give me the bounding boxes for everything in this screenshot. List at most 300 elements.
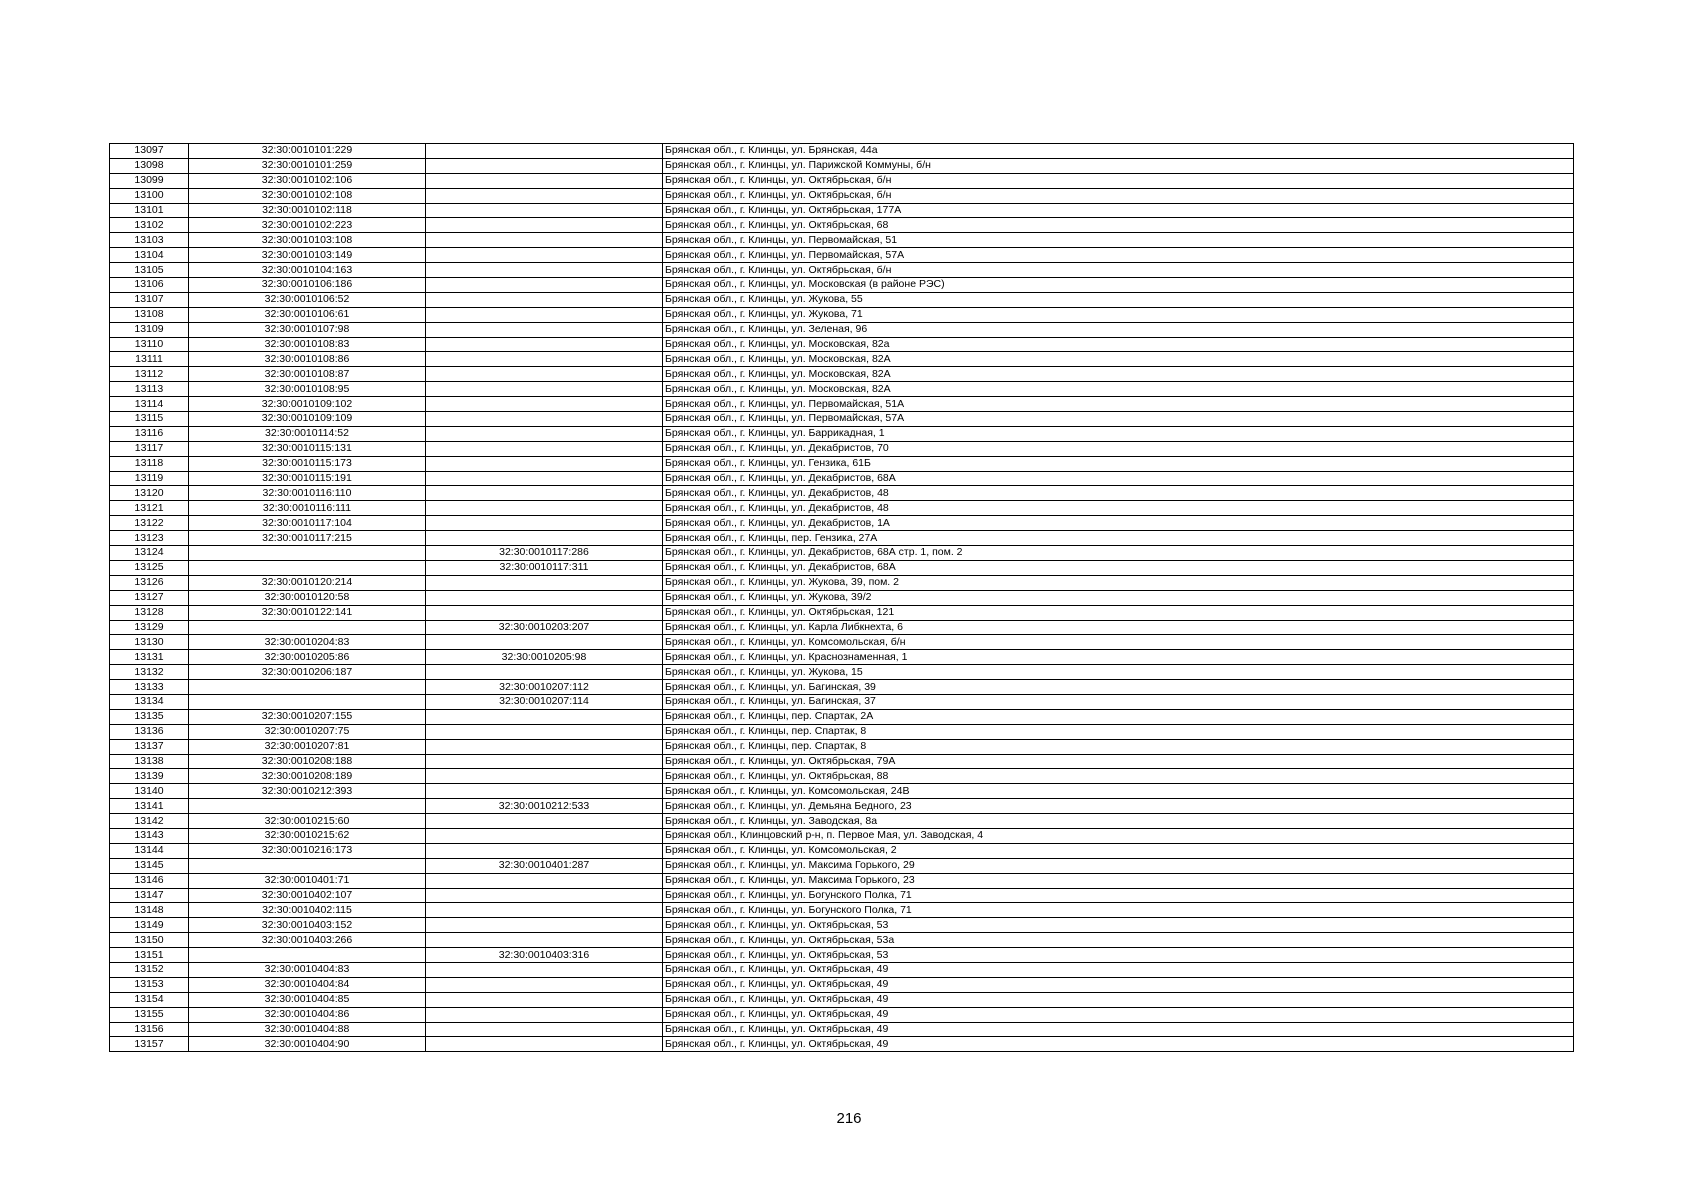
address-cell: Брянская обл., г. Клинцы, ул. Декабристов, 1А bbox=[663, 516, 1574, 531]
cadastral-number-cell: 32:30:0010205:86 bbox=[189, 650, 426, 665]
cadastral-number-cell: 32:30:0010103:108 bbox=[189, 233, 426, 248]
table-row bbox=[110, 144, 1574, 159]
table-row bbox=[110, 426, 1574, 441]
address-cell: Брянская обл., г. Клинцы, ул. Октябрьская, 49 bbox=[663, 1022, 1574, 1037]
address-cell: Брянская обл., г. Клинцы, ул. Баррикадная, 1 bbox=[663, 426, 1574, 441]
table-row bbox=[110, 635, 1574, 650]
related-cadastral-number-cell bbox=[426, 218, 663, 233]
table-row bbox=[110, 977, 1574, 992]
related-cadastral-number-cell bbox=[426, 412, 663, 427]
address-cell: Брянская обл., г. Клинцы, ул. Октябрьская, 88 bbox=[663, 769, 1574, 784]
table-row bbox=[110, 605, 1574, 620]
row-number-cell: 13143 bbox=[110, 828, 189, 843]
row-number-cell: 13154 bbox=[110, 992, 189, 1007]
row-number-cell: 13139 bbox=[110, 769, 189, 784]
table-row bbox=[110, 188, 1574, 203]
cadastral-number-cell: 32:30:0010108:83 bbox=[189, 337, 426, 352]
row-number-cell: 13124 bbox=[110, 546, 189, 561]
cadastral-number-cell: 32:30:0010208:188 bbox=[189, 754, 426, 769]
cadastral-number-cell: 32:30:0010108:95 bbox=[189, 382, 426, 397]
address-cell: Брянская обл., г. Клинцы, ул. Комсомольская, 2 bbox=[663, 843, 1574, 858]
related-cadastral-number-cell bbox=[426, 828, 663, 843]
cadastral-number-cell: 32:30:0010102:108 bbox=[189, 188, 426, 203]
table-row bbox=[110, 531, 1574, 546]
address-cell: Брянская обл., г. Клинцы, пер. Спартак, 2А bbox=[663, 709, 1574, 724]
table-row bbox=[110, 1037, 1574, 1052]
table-row bbox=[110, 233, 1574, 248]
cadastral-number-cell: 32:30:0010216:173 bbox=[189, 843, 426, 858]
address-cell: Брянская обл., г. Клинцы, пер. Спартак, 8 bbox=[663, 724, 1574, 739]
row-number-cell: 13134 bbox=[110, 694, 189, 709]
table-row bbox=[110, 218, 1574, 233]
row-number-cell: 13132 bbox=[110, 665, 189, 680]
address-cell: Брянская обл., г. Клинцы, ул. Московская, 82а bbox=[663, 337, 1574, 352]
address-cell: Брянская обл., г. Клинцы, ул. Октябрьская, б/н bbox=[663, 188, 1574, 203]
cadastral-number-cell: 32:30:0010403:152 bbox=[189, 918, 426, 933]
row-number-cell: 13131 bbox=[110, 650, 189, 665]
related-cadastral-number-cell bbox=[426, 814, 663, 829]
row-number-cell: 13110 bbox=[110, 337, 189, 352]
cadastral-number-cell: 32:30:0010115:191 bbox=[189, 471, 426, 486]
related-cadastral-number-cell bbox=[426, 203, 663, 218]
table-row bbox=[110, 948, 1574, 963]
related-cadastral-number-cell bbox=[426, 1022, 663, 1037]
table-row bbox=[110, 158, 1574, 173]
table-row bbox=[110, 307, 1574, 322]
address-cell: Брянская обл., г. Клинцы, ул. Московская, 82А bbox=[663, 367, 1574, 382]
related-cadastral-number-cell bbox=[426, 769, 663, 784]
table-row bbox=[110, 620, 1574, 635]
address-cell: Брянская обл., г. Клинцы, ул. Декабристов, 48 bbox=[663, 486, 1574, 501]
related-cadastral-number-cell bbox=[426, 665, 663, 680]
table-row bbox=[110, 903, 1574, 918]
row-number-cell: 13133 bbox=[110, 680, 189, 695]
table-row bbox=[110, 203, 1574, 218]
table-row bbox=[110, 367, 1574, 382]
address-cell: Брянская обл., г. Клинцы, ул. Первомайская, 57А bbox=[663, 412, 1574, 427]
table-row bbox=[110, 769, 1574, 784]
cadastral-number-cell: 32:30:0010106:186 bbox=[189, 278, 426, 293]
cadastral-number-cell: 32:30:0010401:71 bbox=[189, 873, 426, 888]
address-cell: Брянская обл., г. Клинцы, ул. Первомайская, 51А bbox=[663, 397, 1574, 412]
row-number-cell: 13140 bbox=[110, 784, 189, 799]
row-number-cell: 13149 bbox=[110, 918, 189, 933]
address-cell: Брянская обл., г. Клинцы, ул. Московская, 82А bbox=[663, 352, 1574, 367]
cadastral-number-cell bbox=[189, 858, 426, 873]
related-cadastral-number-cell bbox=[426, 724, 663, 739]
cadastral-number-cell: 32:30:0010404:83 bbox=[189, 962, 426, 977]
row-number-cell: 13119 bbox=[110, 471, 189, 486]
cadastral-number-cell: 32:30:0010206:187 bbox=[189, 665, 426, 680]
table-row bbox=[110, 382, 1574, 397]
related-cadastral-number-cell: 32:30:0010203:207 bbox=[426, 620, 663, 635]
address-cell: Брянская обл., г. Клинцы, ул. Богунского Полка, 71 bbox=[663, 888, 1574, 903]
table-row bbox=[110, 873, 1574, 888]
table-row bbox=[110, 709, 1574, 724]
row-number-cell: 13102 bbox=[110, 218, 189, 233]
cadastral-number-cell: 32:30:0010204:83 bbox=[189, 635, 426, 650]
row-number-cell: 13097 bbox=[110, 144, 189, 159]
row-number-cell: 13104 bbox=[110, 248, 189, 263]
address-cell: Брянская обл., г. Клинцы, ул. Первомайская, 57А bbox=[663, 248, 1574, 263]
address-cell: Брянская обл., г. Клинцы, ул. Октябрьская, 79А bbox=[663, 754, 1574, 769]
address-cell: Брянская обл., г. Клинцы, ул. Декабристов, 48 bbox=[663, 501, 1574, 516]
row-number-cell: 13112 bbox=[110, 367, 189, 382]
table-row bbox=[110, 799, 1574, 814]
address-cell: Брянская обл., г. Клинцы, ул. Декабристов, 70 bbox=[663, 441, 1574, 456]
table-row bbox=[110, 590, 1574, 605]
address-cell: Брянская обл., г. Клинцы, ул. Жукова, 71 bbox=[663, 307, 1574, 322]
cadastral-number-cell: 32:30:0010404:84 bbox=[189, 977, 426, 992]
page-number: 216 bbox=[836, 1110, 862, 1127]
table-row bbox=[110, 471, 1574, 486]
cadastral-number-cell bbox=[189, 799, 426, 814]
related-cadastral-number-cell bbox=[426, 977, 663, 992]
cadastral-number-cell: 32:30:0010108:86 bbox=[189, 352, 426, 367]
address-cell: Брянская обл., г. Клинцы, ул. Жукова, 39, пом. 2 bbox=[663, 575, 1574, 590]
related-cadastral-number-cell bbox=[426, 709, 663, 724]
cadastral-number-cell: 32:30:0010212:393 bbox=[189, 784, 426, 799]
cadastral-number-cell: 32:30:0010102:223 bbox=[189, 218, 426, 233]
row-number-cell: 13129 bbox=[110, 620, 189, 635]
related-cadastral-number-cell: 32:30:0010205:98 bbox=[426, 650, 663, 665]
related-cadastral-number-cell bbox=[426, 516, 663, 531]
related-cadastral-number-cell: 32:30:0010401:287 bbox=[426, 858, 663, 873]
related-cadastral-number-cell bbox=[426, 590, 663, 605]
address-cell: Брянская обл., г. Клинцы, ул. Октябрьская, 53 bbox=[663, 948, 1574, 963]
related-cadastral-number-cell bbox=[426, 888, 663, 903]
related-cadastral-number-cell bbox=[426, 337, 663, 352]
row-number-cell: 13122 bbox=[110, 516, 189, 531]
related-cadastral-number-cell bbox=[426, 456, 663, 471]
related-cadastral-number-cell bbox=[426, 441, 663, 456]
related-cadastral-number-cell bbox=[426, 575, 663, 590]
cadastral-number-cell bbox=[189, 546, 426, 561]
cadastral-number-cell: 32:30:0010101:229 bbox=[189, 144, 426, 159]
address-cell: Брянская обл., г. Клинцы, пер. Гензика, 27А bbox=[663, 531, 1574, 546]
property-table bbox=[109, 143, 1574, 1052]
address-cell: Брянская обл., г. Клинцы, ул. Декабристов, 68А стр. 1, пом. 2 bbox=[663, 546, 1574, 561]
address-cell: Брянская обл., г. Клинцы, ул. Багинская, 39 bbox=[663, 680, 1574, 695]
cadastral-number-cell: 32:30:0010106:52 bbox=[189, 292, 426, 307]
cadastral-number-cell: 32:30:0010104:163 bbox=[189, 263, 426, 278]
cadastral-number-cell: 32:30:0010404:90 bbox=[189, 1037, 426, 1052]
cadastral-number-cell: 32:30:0010107:98 bbox=[189, 322, 426, 337]
related-cadastral-number-cell: 32:30:0010207:112 bbox=[426, 680, 663, 695]
table-row bbox=[110, 888, 1574, 903]
row-number-cell: 13100 bbox=[110, 188, 189, 203]
row-number-cell: 13111 bbox=[110, 352, 189, 367]
cadastral-number-cell: 32:30:0010404:88 bbox=[189, 1022, 426, 1037]
related-cadastral-number-cell bbox=[426, 352, 663, 367]
table-row bbox=[110, 397, 1574, 412]
address-cell: Брянская обл., г. Клинцы, ул. Брянская, 44а bbox=[663, 144, 1574, 159]
cadastral-number-cell: 32:30:0010207:155 bbox=[189, 709, 426, 724]
address-cell: Брянская обл., г. Клинцы, ул. Октябрьская, 68 bbox=[663, 218, 1574, 233]
cadastral-number-cell: 32:30:0010102:106 bbox=[189, 173, 426, 188]
cadastral-number-cell: 32:30:0010208:189 bbox=[189, 769, 426, 784]
address-cell: Брянская обл., г. Клинцы, ул. Парижской Коммуны, б/н bbox=[663, 158, 1574, 173]
table-row bbox=[110, 441, 1574, 456]
address-cell: Брянская обл., г. Клинцы, ул. Октябрьская, 53 bbox=[663, 918, 1574, 933]
cadastral-number-cell: 32:30:0010109:102 bbox=[189, 397, 426, 412]
table-row bbox=[110, 248, 1574, 263]
related-cadastral-number-cell: 32:30:0010117:286 bbox=[426, 546, 663, 561]
cadastral-number-cell: 32:30:0010402:115 bbox=[189, 903, 426, 918]
row-number-cell: 13113 bbox=[110, 382, 189, 397]
row-number-cell: 13115 bbox=[110, 412, 189, 427]
table-row bbox=[110, 724, 1574, 739]
address-cell: Брянская обл., г. Клинцы, ул. Жукова, 39/2 bbox=[663, 590, 1574, 605]
table-row bbox=[110, 933, 1574, 948]
cadastral-number-cell: 32:30:0010207:81 bbox=[189, 739, 426, 754]
cadastral-number-cell: 32:30:0010117:104 bbox=[189, 516, 426, 531]
cadastral-number-cell bbox=[189, 620, 426, 635]
address-cell: Брянская обл., г. Клинцы, ул. Заводская, 8а bbox=[663, 814, 1574, 829]
row-number-cell: 13121 bbox=[110, 501, 189, 516]
address-cell: Брянская обл., г. Клинцы, ул. Максима Горького, 23 bbox=[663, 873, 1574, 888]
address-cell: Брянская обл., г. Клинцы, ул. Комсомольская, 24В bbox=[663, 784, 1574, 799]
table-row bbox=[110, 322, 1574, 337]
table-row bbox=[110, 516, 1574, 531]
related-cadastral-number-cell bbox=[426, 635, 663, 650]
row-number-cell: 13125 bbox=[110, 560, 189, 575]
row-number-cell: 13101 bbox=[110, 203, 189, 218]
cadastral-number-cell: 32:30:0010115:173 bbox=[189, 456, 426, 471]
row-number-cell: 13105 bbox=[110, 263, 189, 278]
row-number-cell: 13123 bbox=[110, 531, 189, 546]
row-number-cell: 13120 bbox=[110, 486, 189, 501]
related-cadastral-number-cell bbox=[426, 426, 663, 441]
address-cell: Брянская обл., г. Клинцы, ул. Богунского Полка, 71 bbox=[663, 903, 1574, 918]
row-number-cell: 13108 bbox=[110, 307, 189, 322]
row-number-cell: 13150 bbox=[110, 933, 189, 948]
related-cadastral-number-cell bbox=[426, 501, 663, 516]
related-cadastral-number-cell bbox=[426, 992, 663, 1007]
row-number-cell: 13138 bbox=[110, 754, 189, 769]
row-number-cell: 13151 bbox=[110, 948, 189, 963]
related-cadastral-number-cell bbox=[426, 933, 663, 948]
address-cell: Брянская обл., г. Клинцы, ул. Октябрьская, б/н bbox=[663, 173, 1574, 188]
row-number-cell: 13106 bbox=[110, 278, 189, 293]
table-row bbox=[110, 546, 1574, 561]
address-cell: Брянская обл., г. Клинцы, ул. Октябрьская, 49 bbox=[663, 1007, 1574, 1022]
cadastral-number-cell: 32:30:0010108:87 bbox=[189, 367, 426, 382]
cadastral-number-cell: 32:30:0010116:111 bbox=[189, 501, 426, 516]
cadastral-number-cell: 32:30:0010215:62 bbox=[189, 828, 426, 843]
related-cadastral-number-cell bbox=[426, 471, 663, 486]
row-number-cell: 13152 bbox=[110, 962, 189, 977]
row-number-cell: 13136 bbox=[110, 724, 189, 739]
related-cadastral-number-cell bbox=[426, 1037, 663, 1052]
row-number-cell: 13157 bbox=[110, 1037, 189, 1052]
cadastral-number-cell: 32:30:0010215:60 bbox=[189, 814, 426, 829]
row-number-cell: 13103 bbox=[110, 233, 189, 248]
related-cadastral-number-cell: 32:30:0010212:533 bbox=[426, 799, 663, 814]
address-cell: Брянская обл., г. Клинцы, ул. Октябрьская, 53а bbox=[663, 933, 1574, 948]
table-body bbox=[110, 144, 1574, 1052]
address-cell: Брянская обл., г. Клинцы, ул. Первомайская, 51 bbox=[663, 233, 1574, 248]
address-cell: Брянская обл., г. Клинцы, пер. Спартак, 8 bbox=[663, 739, 1574, 754]
table-row bbox=[110, 560, 1574, 575]
table-row bbox=[110, 501, 1574, 516]
address-cell: Брянская обл., г. Клинцы, ул. Зеленая, 96 bbox=[663, 322, 1574, 337]
table-row bbox=[110, 784, 1574, 799]
table-row bbox=[110, 665, 1574, 680]
table-row bbox=[110, 754, 1574, 769]
row-number-cell: 13153 bbox=[110, 977, 189, 992]
address-cell: Брянская обл., г. Клинцы, ул. Максима Горького, 29 bbox=[663, 858, 1574, 873]
row-number-cell: 13114 bbox=[110, 397, 189, 412]
table-row bbox=[110, 263, 1574, 278]
cadastral-number-cell: 32:30:0010404:86 bbox=[189, 1007, 426, 1022]
address-cell: Брянская обл., г. Клинцы, ул. Декабристов, 68А bbox=[663, 560, 1574, 575]
related-cadastral-number-cell bbox=[426, 739, 663, 754]
related-cadastral-number-cell bbox=[426, 188, 663, 203]
table-row bbox=[110, 486, 1574, 501]
related-cadastral-number-cell bbox=[426, 233, 663, 248]
cadastral-number-cell bbox=[189, 694, 426, 709]
cadastral-number-cell: 32:30:0010102:118 bbox=[189, 203, 426, 218]
related-cadastral-number-cell bbox=[426, 1007, 663, 1022]
address-cell: Брянская обл., г. Клинцы, ул. Багинская, 37 bbox=[663, 694, 1574, 709]
related-cadastral-number-cell bbox=[426, 784, 663, 799]
row-number-cell: 13144 bbox=[110, 843, 189, 858]
cadastral-number-cell: 32:30:0010115:131 bbox=[189, 441, 426, 456]
related-cadastral-number-cell bbox=[426, 322, 663, 337]
table-row bbox=[110, 918, 1574, 933]
row-number-cell: 13135 bbox=[110, 709, 189, 724]
table-row bbox=[110, 412, 1574, 427]
cadastral-number-cell: 32:30:0010103:149 bbox=[189, 248, 426, 263]
related-cadastral-number-cell bbox=[426, 248, 663, 263]
row-number-cell: 13098 bbox=[110, 158, 189, 173]
row-number-cell: 13148 bbox=[110, 903, 189, 918]
table-row bbox=[110, 1022, 1574, 1037]
cadastral-number-cell bbox=[189, 680, 426, 695]
row-number-cell: 13130 bbox=[110, 635, 189, 650]
table-row bbox=[110, 858, 1574, 873]
cadastral-number-cell: 32:30:0010117:215 bbox=[189, 531, 426, 546]
related-cadastral-number-cell: 32:30:0010117:311 bbox=[426, 560, 663, 575]
table-row bbox=[110, 292, 1574, 307]
address-cell: Брянская обл., Клинцовский р-н, п. Первое Мая, ул. Заводская, 4 bbox=[663, 828, 1574, 843]
row-number-cell: 13146 bbox=[110, 873, 189, 888]
related-cadastral-number-cell bbox=[426, 873, 663, 888]
address-cell: Брянская обл., г. Клинцы, ул. Краснознаменная, 1 bbox=[663, 650, 1574, 665]
related-cadastral-number-cell bbox=[426, 903, 663, 918]
table-row bbox=[110, 337, 1574, 352]
address-cell: Брянская обл., г. Клинцы, ул. Жукова, 55 bbox=[663, 292, 1574, 307]
related-cadastral-number-cell bbox=[426, 754, 663, 769]
address-cell: Брянская обл., г. Клинцы, ул. Октябрьская, 49 bbox=[663, 992, 1574, 1007]
related-cadastral-number-cell bbox=[426, 263, 663, 278]
related-cadastral-number-cell bbox=[426, 158, 663, 173]
row-number-cell: 13117 bbox=[110, 441, 189, 456]
related-cadastral-number-cell: 32:30:0010403:316 bbox=[426, 948, 663, 963]
related-cadastral-number-cell bbox=[426, 144, 663, 159]
cadastral-number-cell: 32:30:0010402:107 bbox=[189, 888, 426, 903]
table-row bbox=[110, 1007, 1574, 1022]
row-number-cell: 13107 bbox=[110, 292, 189, 307]
related-cadastral-number-cell bbox=[426, 397, 663, 412]
address-cell: Брянская обл., г. Клинцы, ул. Октябрьская, 121 bbox=[663, 605, 1574, 620]
table-row bbox=[110, 650, 1574, 665]
address-cell: Брянская обл., г. Клинцы, ул. Карла Либкнехта, 6 bbox=[663, 620, 1574, 635]
table-row bbox=[110, 992, 1574, 1007]
row-number-cell: 13141 bbox=[110, 799, 189, 814]
table-row bbox=[110, 843, 1574, 858]
row-number-cell: 13155 bbox=[110, 1007, 189, 1022]
cadastral-number-cell: 32:30:0010101:259 bbox=[189, 158, 426, 173]
table-row bbox=[110, 680, 1574, 695]
table-row bbox=[110, 173, 1574, 188]
table-row bbox=[110, 814, 1574, 829]
row-number-cell: 13109 bbox=[110, 322, 189, 337]
cadastral-number-cell bbox=[189, 560, 426, 575]
cadastral-number-cell: 32:30:0010403:266 bbox=[189, 933, 426, 948]
row-number-cell: 13128 bbox=[110, 605, 189, 620]
related-cadastral-number-cell bbox=[426, 382, 663, 397]
table-row bbox=[110, 828, 1574, 843]
row-number-cell: 13142 bbox=[110, 814, 189, 829]
address-cell: Брянская обл., г. Клинцы, ул. Октябрьская, 49 bbox=[663, 977, 1574, 992]
row-number-cell: 13145 bbox=[110, 858, 189, 873]
related-cadastral-number-cell bbox=[426, 307, 663, 322]
related-cadastral-number-cell bbox=[426, 531, 663, 546]
address-cell: Брянская обл., г. Клинцы, ул. Жукова, 15 bbox=[663, 665, 1574, 680]
cadastral-number-cell: 32:30:0010404:85 bbox=[189, 992, 426, 1007]
row-number-cell: 13099 bbox=[110, 173, 189, 188]
row-number-cell: 13127 bbox=[110, 590, 189, 605]
row-number-cell: 13156 bbox=[110, 1022, 189, 1037]
address-cell: Брянская обл., г. Клинцы, ул. Московская (в районе РЭС) bbox=[663, 278, 1574, 293]
address-cell: Брянская обл., г. Клинцы, ул. Декабристов, 68А bbox=[663, 471, 1574, 486]
table-row bbox=[110, 962, 1574, 977]
cadastral-number-cell: 32:30:0010207:75 bbox=[189, 724, 426, 739]
table-row bbox=[110, 456, 1574, 471]
table-row bbox=[110, 278, 1574, 293]
cadastral-number-cell: 32:30:0010114:52 bbox=[189, 426, 426, 441]
related-cadastral-number-cell bbox=[426, 367, 663, 382]
address-cell: Брянская обл., г. Клинцы, ул. Комсомольская, б/н bbox=[663, 635, 1574, 650]
address-cell: Брянская обл., г. Клинцы, ул. Октябрьская, 177А bbox=[663, 203, 1574, 218]
related-cadastral-number-cell bbox=[426, 962, 663, 977]
cadastral-number-cell: 32:30:0010120:58 bbox=[189, 590, 426, 605]
row-number-cell: 13116 bbox=[110, 426, 189, 441]
related-cadastral-number-cell bbox=[426, 173, 663, 188]
row-number-cell: 13118 bbox=[110, 456, 189, 471]
table-row bbox=[110, 352, 1574, 367]
row-number-cell: 13126 bbox=[110, 575, 189, 590]
address-cell: Брянская обл., г. Клинцы, ул. Московская, 82А bbox=[663, 382, 1574, 397]
address-cell: Брянская обл., г. Клинцы, ул. Гензика, 61Б bbox=[663, 456, 1574, 471]
table-row bbox=[110, 575, 1574, 590]
address-cell: Брянская обл., г. Клинцы, ул. Октябрьская, б/н bbox=[663, 263, 1574, 278]
related-cadastral-number-cell bbox=[426, 292, 663, 307]
related-cadastral-number-cell: 32:30:0010207:114 bbox=[426, 694, 663, 709]
table-row bbox=[110, 694, 1574, 709]
address-cell: Брянская обл., г. Клинцы, ул. Демьяна Бедного, 23 bbox=[663, 799, 1574, 814]
related-cadastral-number-cell bbox=[426, 918, 663, 933]
address-cell: Брянская обл., г. Клинцы, ул. Октябрьская, 49 bbox=[663, 1037, 1574, 1052]
row-number-cell: 13147 bbox=[110, 888, 189, 903]
cadastral-number-cell: 32:30:0010109:109 bbox=[189, 412, 426, 427]
cadastral-number-cell: 32:30:0010120:214 bbox=[189, 575, 426, 590]
row-number-cell: 13137 bbox=[110, 739, 189, 754]
related-cadastral-number-cell bbox=[426, 843, 663, 858]
cadastral-number-cell: 32:30:0010122:141 bbox=[189, 605, 426, 620]
